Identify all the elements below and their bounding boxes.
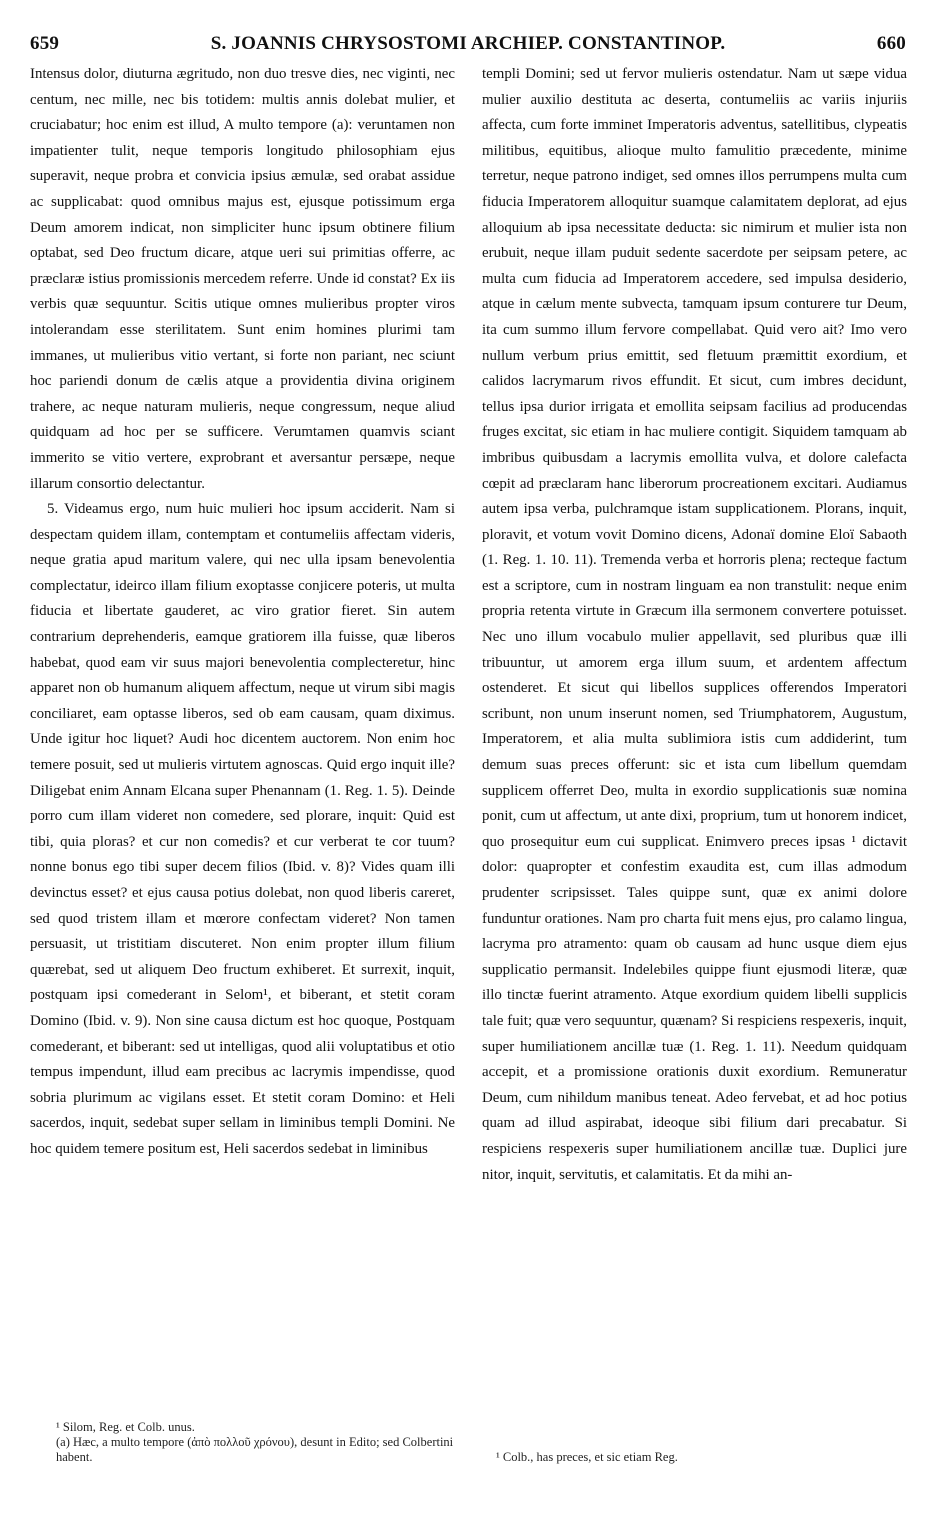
right-column [482, 62, 907, 1188]
page-number-left: 659 [30, 33, 60, 54]
footnotes-right [496, 1450, 896, 1465]
page-number-right: 660 [876, 33, 906, 54]
left-column [30, 62, 455, 1163]
running-header [30, 33, 906, 59]
footnote-a: (a) Hæc, a multo tempore (ἀπὸ πολλοῦ χρόνου), desunt in Edito; sed Colbertini habent. [56, 1435, 454, 1464]
left-paragraph-2: 5. Videamus ergo, num huic mulieri hoc ipsum acciderit. Nam si despectam quidem illam, contemptam et contumeliis affectam videris, neque gratia apud maritum valere, qui nec ulla ipsam benevolentia complectatur, ideirco illam filium exoptasse conjicere poteris, ut multa fiducia et libertate gauderet, ac viro gratior fieret. Sin autem contrarium deprehenderis, eamque gratiorem illa fuisse, quæ liberos habebat, quod eam vir suus majori benevolentia complecteretur, hinc apparet non ob humanum aliquem affectum, neque ut virum sibi magis conciliaret, eam optasse liberos, sed ob eam causam, quam diximus. Unde igitur hoc liquet? Audi hoc dicentem auctorem. Non enim hoc temere posuit, sed ut mulieris virtutem agnoscas. Quid ergo inquit ille? Diligebat enim Annam Elcana super Phenannam (1. Reg. 1. 5). Deinde porro cum illam videret non comedere, sed plorare, inquit: Quid est tibi, quia ploras? et cur non comedis? et cur verberat te cor tuum? nonne bonus ego tibi super decem filios (Ibid. v. 8)? Vides quam illi devinctus esset? et ejus causa potius dolebat, non quod liberis careret, sed quod tristem illam et mœrore confectam videret? Non tamen persuasit, ut tristitiam discuteret. Non enim propter illum filium quærebat, sed ut aliquem Deo fructum exhiberet. Et surrexit, inquit, postquam ipsi comederant in Selom¹, et biberant, et stetit coram Domino (Ibid. v. 9). Non sine causa dictum est hoc quoque, Postquam comederant, et biberant: sed ut intelligas, quod alii voluptatibus et otio tempus impendunt, illud eam precibus ac lacrymis impendisse, quod sobria plurimum ac vigilans esset. Et stetit coram Domino: et Heli sacerdos, inquit, sedebat super sellam in liminibus templi Domini. Ne hoc quidem temere positum est, Heli sacerdos sedebat in liminibus [30, 501, 455, 1157]
left-paragraph-1: Intensus dolor, diuturna ægritudo, non duo tresve dies, nec viginti, nec centum, nec mille, nec bis totidem: multis annis dolebat mulier, et cruciabatur; hoc enim est illud, A multo tempore (a): veruntamen non impatienter tulit, neque temporis longitudo philosophiam ejus superavit, neque probra et convicia ipsius æmulæ, sed orabat assidue ac supplicabat: quod omnibus majus est, ejusque potissimum erga Deum amorem indicat, non simpliciter hunc ipsum obtinere filium optabat, sed Deo fructum dicare, atque ueri sui primitias offerre, ac præclaræ istius promissionis mercedem referre. Unde id constat? Ex iis verbis quæ sequuntur. Scitis utique omnes mulieribus propter viros intolerandam esse sterilitatem. Sunt enim homines plurimi tam immanes, ut mulieribus vitio vertant, si forte non pariant, nec sciunt hoc pariendi donum de cælis atque a providentia divina originem trahere, ac neque naturam mulieris, neque congressum, neque aliud quidquam ad hoc per se sufficere. Verumtamen quamvis sciant immerito se vitio vertere, exprobrant et aversantur persæpe, neque illarum consortio delectantur. [30, 66, 455, 492]
footnote-1-right: ¹ Colb., has preces, et sic etiam Reg. [496, 1450, 678, 1464]
right-paragraph-1: templi Domini; sed ut fervor mulieris ostendatur. Nam ut sæpe vidua mulier auxilio destituta ac deserta, contumeliis ac variis injuriis affecta, cum forte imminet Imperatoris adventus, satellitibus, clypeatis militibus, equitibus, alioque multo famulitio præcedente, minime terretur, neque patrono indiget, sed omnes illos perrumpens multa cum fiducia Imperatorem alloquitur suamque calamitatem deplorat, ad ejus alloquium ab ipsa necessitate deducta: sic nimirum et mulier ista non erubuit, neque illam puduit sedente sacerdote per seipsam petere, ac multa cum fiducia ad Imperatorem accedere, sed impulsa desiderio, atque in cælum mente subvecta, tamquam ipsum conturere tur Deum, ita cum summo illum fervore compellabat. Quid vero ait? Imo vero nullum verbum prius emittit, sed fletuum præmittit exordium, et calidos lacrymarum rivos effundit. Et sicut, cum imbres decidunt, tellus ipsa durior irrigata et emollita seipsam facilius ad producendas fruges excitat, sic etiam in hac muliere contigit. Siquidem tamquam ab imbribus quibusdam a lacrymis emollita vulva, et dolore calefacta cœpit ad præclaram hanc liberorum procreationem excitari. Audiamus autem ipsa verba, pulchramque istam supplicationem. Plorans, inquit, ploravit, et votum vovit Domino dicens, Adonaï domine Eloï Sabaoth (1. Reg. 1. 10. 11). Tremenda verba et horroris plena; recteque factum est a scriptore, cum in nostram linguam ea non transtulit: neque enim propria retenta virtute in Græcum illa sermonem convertere potuisset. Nec uno illum vocabulo mulier appellavit, sed pluribus quæ illi tribuuntur, ut amorem erga illum suum, et ardentem affectum ostenderet. Et sicut qui libellos supplices offerendos Imperatori scribunt, non unum inserunt nomen, sed Triumphatorem, Augustum, Imperatorem, et alia multa sublimiora istis cum addiderint, tum demum suas preces offerunt: sic et ista cum libellum quemdam supplicem offerret Deo, multa in exordio supplicationis suæ nomina ponit, cum ut affectum, ut ante dixi, proprium, tum ut honorem indicet, quo prosequitur eum cui supplicat. Enimvero preces ipsas ¹ dictavit dolor: quapropter et confestim exaudita est, cum illas admodum prudenter scripsisset. Tales quippe sunt, quæ ex animi dolore funduntur orationes. Nam pro charta fuit mens ejus, pro calamo lingua, lacryma pro atramento: quam ob causam ad hunc usque diem ejus supplicatio permansit. Indelebiles quippe fiunt ejusmodi literæ, quæ illo tinctæ fuerint atramento. Atque exordium quidem libelli supplicis tale fuit; quæ vero sequuntur, quænam? Si respiciens respexeris, inquit, super humiliationem ancillæ tuæ (1. Reg. 1. 11). Needum quidquam accepit, et a promissione orationis duxit exordium. Remuneratur Deum, cum nihildum manibus teneat. Adeo fervebat, et ad hoc potius quam ad illud aspirabat, ideoque sibi filium dari precabatur. Si respiciens respexeris super humiliationem ancillæ tuæ. Duplici jure nitor, inquit, servitutis, et calamitatis. Et da mihi an- [482, 66, 907, 1183]
footnote-1: ¹ Silom, Reg. et Colb. unus. [56, 1420, 195, 1434]
footnotes-left [56, 1420, 460, 1465]
running-title: S. JOANNIS CHRYSOSTOMI ARCHIEP. CONSTANTINOP. [210, 33, 726, 54]
